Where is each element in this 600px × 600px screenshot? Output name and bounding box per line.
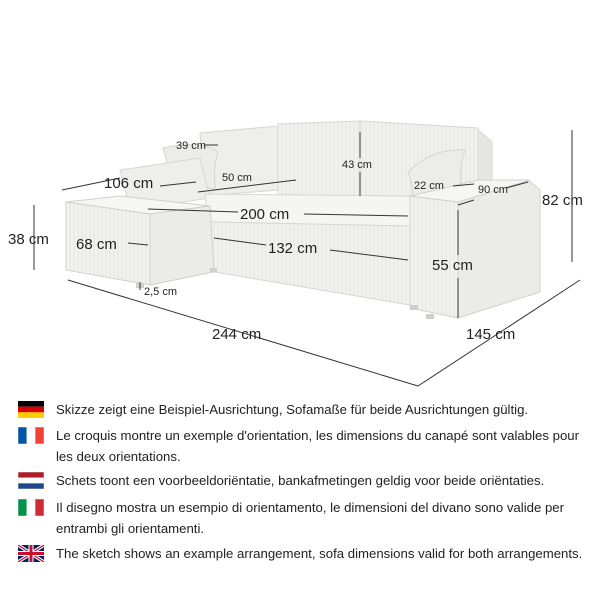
dim-armrest-width: 22 cm xyxy=(414,180,444,192)
orientation-notes xyxy=(0,395,600,600)
dim-seat-width: 200 cm xyxy=(240,206,290,223)
note-italian xyxy=(18,497,588,539)
dim-pillow-width: 39 cm xyxy=(176,140,206,152)
france-flag xyxy=(18,427,44,444)
sofa-illustration xyxy=(66,121,540,319)
dim-backrest-height: 43 cm xyxy=(342,159,372,171)
netherlands-flag xyxy=(18,472,44,489)
dim-inner-width: 132 cm xyxy=(268,240,318,257)
italy-flag xyxy=(18,499,44,516)
dim-total-length: 244 cm xyxy=(212,326,262,343)
note-french-text: Le croquis montre un exemple d'orientation, les dimensions du canapé sont valables pour les deux orientations. xyxy=(56,428,580,464)
note-dutch-text: Schets toont een voorbeeldoriëntatie, bankafmetingen geldig voor beide oriëntaties. xyxy=(56,473,545,488)
dim-seat-depth: 50 cm xyxy=(222,172,252,184)
note-english xyxy=(18,543,588,564)
dim-height: 82 cm xyxy=(542,192,583,209)
uk-flag xyxy=(18,545,44,562)
note-english-text: The sketch shows an example arrangement, sofa dimensions valid for both arrangements. xyxy=(56,546,583,561)
note-german-text: Skizze zeigt eine Beispiel-Ausrichtung, Sofamaße für beide Ausrichtungen gültig. xyxy=(56,402,529,417)
note-french xyxy=(18,425,588,467)
germany-flag xyxy=(18,401,44,418)
dim-armrest-depth: 90 cm xyxy=(478,184,508,196)
dim-ottoman-height: 38 cm xyxy=(8,231,49,248)
dim-ottoman-depth: 68 cm xyxy=(76,236,117,253)
note-german xyxy=(18,399,588,420)
dim-depth: 145 cm xyxy=(466,326,516,343)
note-dutch xyxy=(18,470,588,491)
dim-arm-height: 55 cm xyxy=(432,257,473,274)
dim-leg-height: 2,5 cm xyxy=(144,286,178,298)
note-italian-text: Il disegno mostra un esempio di orientamento, le dimensioni del divano sono valide per entrambi gli orientamenti. xyxy=(56,500,565,536)
dim-chaise-length: 106 cm xyxy=(104,175,154,192)
